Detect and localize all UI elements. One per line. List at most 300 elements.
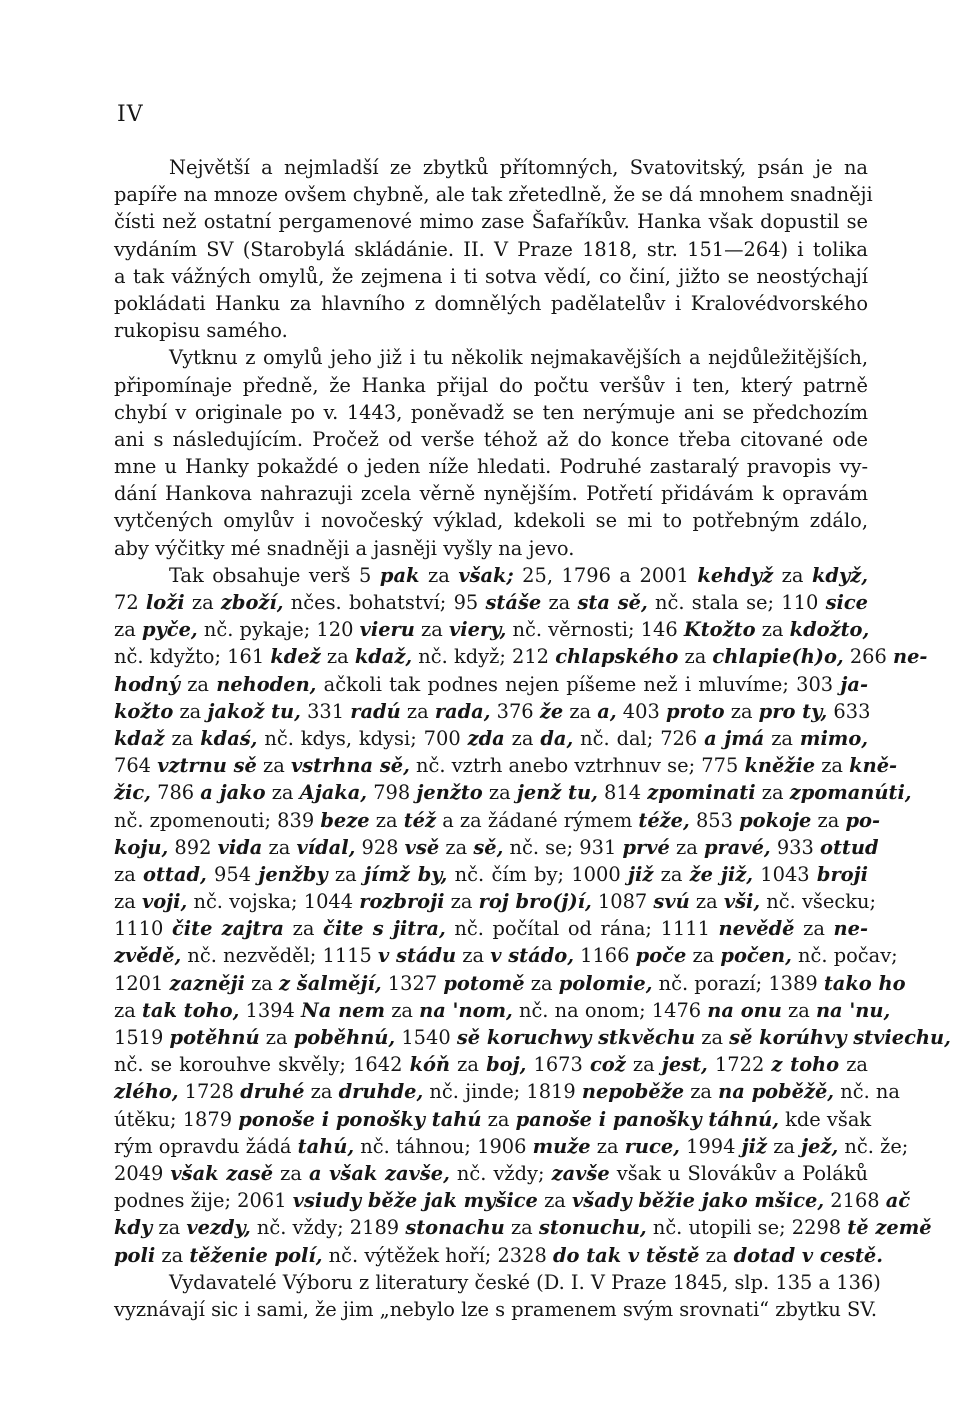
italic-text: polomie, (558, 971, 653, 995)
italic-text: tako ho (823, 971, 906, 995)
text-run: 933 (770, 835, 821, 859)
italic-text: jest, (661, 1053, 708, 1077)
text-run: 331 (300, 699, 351, 723)
text-run: za (369, 808, 404, 832)
italic-text: zvědě, (114, 944, 182, 968)
text-run: za (184, 591, 221, 614)
text-line (114, 1024, 951, 1051)
text-line (114, 399, 868, 426)
text-line (114, 1269, 881, 1296)
italic-text: též (403, 808, 437, 832)
italic-text: stonachu (405, 1216, 505, 1240)
italic-text: pro ty, (758, 699, 828, 723)
italic-text: čite zajtra (171, 917, 284, 941)
text-line (114, 997, 891, 1024)
text-run: ačkoli tak podnes nejen píšeme než i mluvíme; 303 (316, 672, 841, 696)
italic-text: kdaś, (200, 726, 258, 750)
text-run: nč. kdyžto; 161 (114, 645, 271, 669)
text-line (114, 1296, 878, 1323)
italic-text: kně- (849, 754, 898, 778)
text-run: nčes. bohatství; 95 (283, 591, 486, 614)
italic-text: počen, (720, 944, 792, 968)
text-run: 954 (206, 862, 259, 886)
text-run: 798 (367, 781, 417, 805)
text-run: za (504, 726, 541, 750)
text-run: za (450, 1053, 487, 1077)
text-run: 1394 (239, 998, 302, 1022)
text-run: aby výčitky mé snadněji a jasněji vyšly na jevo. (114, 536, 575, 560)
text-run: za (244, 971, 280, 995)
text-run: za (699, 1243, 734, 1267)
text-run: vydáním SV (Starobylá skládánie. II. V Praze 1818, str. 151—264) i tolika (114, 237, 868, 261)
italic-text: sě, (473, 835, 504, 859)
text-run: rukopisu samého. (114, 319, 288, 343)
italic-text: druhé (240, 1080, 305, 1104)
text-line (114, 942, 898, 969)
italic-text: chlapského (555, 645, 679, 669)
text-run: za (537, 1189, 573, 1213)
text-run: za (265, 781, 300, 805)
text-run: vyznávají sic i sami, že jim „nebylo lze s pramenem svým srovnati“ zbytku SV. (114, 1297, 878, 1321)
text-run: za (444, 890, 479, 914)
italic-text: hodný (114, 672, 180, 696)
italic-text: proto (665, 699, 725, 723)
italic-text: pravé, (703, 835, 771, 859)
italic-text: že již, (689, 862, 754, 886)
italic-text: kdožto, (789, 618, 870, 642)
text-run: za (114, 890, 142, 914)
text-line (114, 1214, 932, 1241)
text-run: nč. věrnosti; 146 (506, 618, 684, 642)
italic-text: vši, (723, 890, 761, 914)
text-run: 2168 (824, 1189, 886, 1213)
italic-text: stáše (485, 591, 542, 614)
text-run: útěku; 1879 (114, 1107, 239, 1131)
text-run: 1728 (178, 1080, 241, 1104)
text-run: 1327 (381, 971, 444, 995)
italic-text: da, (540, 726, 574, 750)
text-line (114, 562, 868, 589)
italic-text: a jmá (704, 726, 765, 750)
text-run: 814 (597, 781, 648, 805)
text-run: za (259, 1026, 294, 1049)
text-run: za (256, 754, 291, 778)
italic-text: poče (635, 944, 687, 968)
italic-text: voji, (141, 890, 188, 914)
text-run: za (695, 1026, 730, 1049)
text-run: za (684, 1080, 719, 1104)
text-run: za (625, 1053, 662, 1077)
italic-text: mimo, (799, 726, 869, 750)
italic-text: vztrnu sě (157, 754, 257, 778)
text-run: ani s následujícím. Pročež od verše téhož až do konce třeba citované ode (114, 427, 868, 451)
text-line (114, 480, 868, 507)
text-run: za (669, 835, 704, 859)
italic-text: viery, (448, 618, 507, 642)
text-run: za (327, 862, 364, 886)
italic-text: poběhnú, (293, 1026, 396, 1049)
italic-text: stonuchu, (538, 1216, 647, 1240)
italic-text: sě korúhvy stviechu, (729, 1026, 951, 1049)
italic-text: sta sě, (577, 591, 648, 614)
text-run: nč. kdys, kdysi; 700 (257, 726, 468, 750)
text-line (114, 1160, 868, 1187)
italic-text: a jako (200, 781, 266, 805)
italic-text: vídal, (296, 835, 356, 859)
italic-text: pak (379, 563, 420, 587)
italic-text: ja- (840, 672, 869, 696)
text-run: za (764, 726, 800, 750)
italic-text: pyče, (141, 618, 198, 642)
text-run: a za žádané rýmem (436, 808, 639, 832)
text-run: nč. vojska; 1044 (187, 890, 360, 914)
italic-text: tahú, (297, 1134, 355, 1158)
italic-text: jenžto (416, 781, 483, 805)
text-run: Největší a nejmladší ze zbytků přítomných, Svatovitský, psán je na (169, 156, 868, 179)
text-line (114, 1051, 868, 1078)
italic-text: v stádu (378, 944, 457, 968)
text-run: nč. utopili se; 2298 (646, 1216, 848, 1240)
text-run: 928 (355, 835, 405, 859)
italic-text: svú (653, 890, 690, 914)
italic-text: kehdyž (697, 563, 774, 587)
text-line (114, 970, 906, 997)
italic-text: koju, (114, 835, 169, 859)
page-number: IV (117, 102, 144, 127)
italic-text: žic, (114, 781, 151, 805)
text-run: za (524, 971, 559, 995)
italic-text: potěhnú (169, 1026, 260, 1049)
text-run: nč. jinde; 1819 (423, 1080, 582, 1104)
italic-text: zlého, (114, 1080, 179, 1104)
text-run: nč. počav; (791, 944, 898, 968)
italic-text: ne- (833, 917, 868, 941)
text-run: pokládati Hanku za hlavního z domnělých padělatelův i Kralovédvorského (114, 291, 868, 315)
italic-text: druhde, (338, 1080, 424, 1104)
text-run: za (400, 699, 435, 723)
italic-text: Na nem (301, 998, 386, 1022)
italic-text: vsě (404, 835, 440, 859)
text-run: za (173, 699, 208, 723)
italic-text: rada, (434, 699, 491, 723)
text-line (114, 861, 868, 888)
text-run: 786 (150, 781, 201, 805)
italic-text: dotad v cestě. (733, 1243, 884, 1267)
text-run: za (541, 591, 578, 614)
italic-text: kdaž, (354, 645, 413, 669)
italic-text: těženie polí, (189, 1243, 323, 1267)
text-line (114, 1187, 911, 1214)
italic-text: po- (845, 808, 880, 832)
text-line (114, 915, 868, 942)
text-run: za (385, 998, 420, 1022)
italic-text: prvé (622, 835, 670, 859)
italic-text: broji (816, 862, 868, 886)
text-run: za (114, 998, 142, 1022)
text-run: za (320, 645, 355, 669)
text-run: za (811, 808, 846, 832)
italic-text: nehoden, (216, 672, 317, 696)
text-run: 1166 (573, 944, 636, 968)
text-line (114, 372, 868, 399)
text-line (114, 344, 868, 371)
text-line (114, 317, 868, 344)
text-run: Vydavatelé Výboru z literatury české (D. I. V Praze 1845, slp. 135 a 136) (169, 1270, 881, 1294)
italic-text: jímž by, (363, 862, 448, 886)
italic-text: ne- (893, 645, 928, 669)
text-line (114, 643, 928, 670)
italic-text: zboží, (220, 591, 284, 614)
italic-text: v stádo, (490, 944, 574, 968)
text-run: 1519 (114, 1026, 170, 1049)
text-run: za (590, 1134, 625, 1158)
italic-text: všady běžie jako mšice, (572, 1189, 825, 1213)
italic-text: ač (885, 1189, 911, 1213)
italic-text: z toho (771, 1053, 840, 1077)
italic-text: rozbroji (359, 890, 445, 914)
italic-text: tak toho, (141, 998, 240, 1022)
italic-text: jakož tu, (207, 699, 301, 723)
italic-text: kněžie (744, 754, 816, 778)
text-run: 1201 (114, 971, 170, 995)
text-line (114, 807, 880, 834)
text-run: za (164, 726, 201, 750)
text-run: nč. když; 212 (412, 645, 556, 669)
italic-text: ruce, (624, 1134, 680, 1158)
text-run: za (481, 1107, 516, 1131)
text-run: 403 (616, 699, 666, 723)
text-run: za (563, 699, 598, 723)
italic-text: roj bro(j)í, (478, 890, 592, 914)
text-line (114, 616, 868, 643)
italic-text: Ktožto (683, 618, 756, 642)
italic-text: vezdy, (186, 1216, 251, 1240)
text-run: nč. porazí; 1389 (652, 971, 824, 995)
text-run: za (678, 645, 713, 669)
text-run: připomínaje předně, že Hanka přijal do počtu veršův i ten, který patrně (114, 373, 868, 397)
italic-text: ponoše i ponošky tahú (238, 1107, 482, 1131)
text-run: za (755, 781, 790, 805)
text-run: nč. se; 931 (503, 835, 623, 859)
italic-text: což (589, 1053, 626, 1077)
text-run: za (839, 1053, 868, 1077)
italic-text: nepoběže (581, 1080, 685, 1104)
text-run: nč. vždy; 2189 (250, 1216, 406, 1240)
italic-text: čite s jitra, (323, 917, 446, 941)
italic-text: loži (145, 591, 185, 614)
italic-text: na 'nom, (419, 998, 513, 1022)
text-run: za (155, 1243, 190, 1267)
text-run: nč. počítal od rána; 1111 (445, 917, 719, 941)
text-run: 376 (490, 699, 540, 723)
text-run: nč. pykaje; 120 (197, 618, 360, 642)
italic-text: do tak v těstě (552, 1243, 700, 1267)
text-run: nč. nezvěděl; 1115 (181, 944, 379, 968)
text-run: 1110 (114, 917, 172, 941)
text-run: za (767, 1134, 802, 1158)
text-run: 1994 (679, 1134, 742, 1158)
text-run: 1043 (753, 862, 817, 886)
italic-text: sice (825, 591, 868, 614)
italic-text: vsiudy běže jak myšice (292, 1189, 538, 1213)
text-run: chybí v originale po v. 1443, poněvadž se ten nerýmuje ani se předchozím (114, 400, 868, 424)
text-line (114, 1078, 900, 1105)
text-run: za (686, 944, 721, 968)
body-text (114, 154, 951, 1323)
italic-text: na onu (707, 998, 782, 1022)
italic-text: jež, (801, 1134, 839, 1158)
text-line (114, 1242, 884, 1269)
italic-text: na 'nu, (815, 998, 891, 1022)
text-line (114, 779, 912, 806)
text-run: za (414, 618, 449, 642)
text-run: nč. táhnou; 1906 (354, 1134, 533, 1158)
text-run: za (689, 890, 724, 914)
text-run: Tak obsahuje verš 5 (169, 563, 380, 587)
text-line (114, 426, 868, 453)
text-line (114, 589, 868, 616)
text-run: nč. vztrh anebo vztrhnuv se; 775 (409, 754, 745, 778)
text-run: za (773, 563, 812, 587)
text-line (114, 1106, 872, 1133)
text-run: za (179, 672, 217, 696)
text-run: nč. výtěžek hoří; 2328 (322, 1243, 553, 1267)
italic-text: jenž tu, (516, 781, 598, 805)
text-run: 1087 (591, 890, 654, 914)
italic-text: vida (217, 835, 263, 859)
text-run: nč. dal; 726 (573, 726, 705, 750)
text-run: nč. na onom; 1476 (512, 998, 708, 1022)
text-line (114, 888, 876, 915)
italic-text: však zasě (170, 1161, 274, 1185)
text-line (114, 290, 868, 317)
italic-text: zazněji (169, 971, 245, 995)
italic-text: chlapie(h)o, (712, 645, 844, 669)
text-run: za (482, 781, 517, 805)
text-run: za (755, 618, 790, 642)
italic-text: jenžby (258, 862, 328, 886)
text-line (114, 236, 868, 263)
text-run: nč. vždy; (449, 1161, 552, 1185)
text-run: 853 (689, 808, 740, 832)
text-line (114, 834, 879, 861)
italic-text: nevědě (718, 917, 795, 941)
text-run: za (304, 1080, 339, 1104)
italic-text: a, (597, 699, 617, 723)
italic-text: a však zavše, (308, 1161, 450, 1185)
italic-text: když, (811, 563, 868, 587)
text-line (114, 671, 868, 698)
italic-text: ottud (820, 835, 879, 859)
italic-text: kožto (114, 699, 174, 723)
text-run: za (284, 917, 324, 941)
italic-text: zda (467, 726, 505, 750)
italic-text: na poběžě, (718, 1080, 835, 1104)
italic-text: kdež (270, 645, 321, 669)
text-run: nč. čím by; 1000 (447, 862, 628, 886)
text-line (114, 698, 871, 725)
text-run: nč. stala se; 110 (647, 591, 826, 614)
text-line (114, 535, 868, 562)
italic-text: poli (114, 1243, 156, 1267)
text-run: 1722 (707, 1053, 772, 1077)
text-run: za (653, 862, 690, 886)
text-run: za (815, 754, 850, 778)
text-run: za (114, 618, 142, 642)
text-run: vytčených omylův i novočeský výklad, kdekoli se mi to potřebným zdálo, (114, 509, 868, 533)
text-run: 25, 1796 a 2001 (513, 563, 698, 587)
text-run: 266 (843, 645, 893, 669)
text-line (114, 154, 868, 181)
text-run: 1673 (526, 1053, 590, 1077)
text-line (114, 208, 868, 235)
italic-text: však; (458, 563, 514, 587)
italic-text: vieru (359, 618, 415, 642)
italic-text: z šalmějí, (279, 971, 382, 995)
italic-text: zpomanúti, (789, 781, 912, 805)
text-run: nč. se korouhve skvěly; 1642 (114, 1053, 410, 1077)
text-run: 633 (827, 699, 871, 723)
text-run: papíře na mnoze ovšem chybně, ale tak zřetedlně, že se dá mnohem snadněji (114, 183, 873, 207)
italic-text: potomě (443, 971, 525, 995)
italic-text: již (627, 862, 654, 886)
italic-text: kdaž (114, 726, 165, 750)
italic-text: beze (320, 808, 370, 832)
text-run: 764 (114, 754, 158, 778)
text-run: však u Slovákův a Poláků (609, 1161, 869, 1185)
text-line (114, 1133, 909, 1160)
italic-text: pokoje (739, 808, 812, 832)
text-run: za (504, 1216, 539, 1240)
italic-text: kóň (409, 1053, 451, 1077)
text-line (114, 453, 868, 480)
italic-text: zavše (551, 1161, 610, 1185)
italic-text: boj, (486, 1053, 527, 1077)
text-run: za (456, 944, 491, 968)
text-run: za (152, 1216, 187, 1240)
italic-text: téže, (638, 808, 690, 832)
text-run: čísti než ostatní pergamenové mimo zase Šafaříkův. Hanka však dopustil se (114, 210, 868, 234)
text-run: za (114, 862, 144, 886)
text-run: za (781, 998, 816, 1022)
text-run: za (419, 563, 459, 587)
italic-text: kdy (114, 1216, 153, 1240)
italic-text: vstrhna sě, (290, 754, 410, 778)
text-run: 1540 (395, 1026, 457, 1049)
italic-text: že (539, 699, 564, 723)
italic-text: panoše i panošky táhnú, (515, 1107, 779, 1131)
italic-text: radú (350, 699, 401, 723)
italic-text: ottad, (143, 862, 207, 886)
italic-text: Ajaka, (299, 781, 368, 805)
italic-text: zpominati (647, 781, 756, 805)
text-line (114, 725, 868, 752)
text-run: kde však (778, 1107, 872, 1131)
text-run: dání Hankova nahrazuji zcela věrně nynějším. Potřetí přidávám k opravám (114, 482, 868, 506)
italic-text: sě koruchwy stkvěchu (456, 1026, 696, 1049)
italic-text: muže (532, 1134, 591, 1158)
text-line (114, 507, 868, 534)
text-run: rým opravdu žádá (114, 1134, 298, 1158)
text-run: za (262, 835, 297, 859)
text-run: nč. všecku; (760, 890, 876, 914)
text-run: nč. že; (838, 1134, 909, 1158)
text-line (114, 263, 868, 290)
text-run: za (794, 917, 834, 941)
text-run: 2049 (114, 1161, 171, 1185)
text-run: a tak vážných omylů, že zejmena i ti sotva vědí, co činí, jižto se neostýchají (114, 264, 868, 288)
text-line (114, 752, 898, 779)
